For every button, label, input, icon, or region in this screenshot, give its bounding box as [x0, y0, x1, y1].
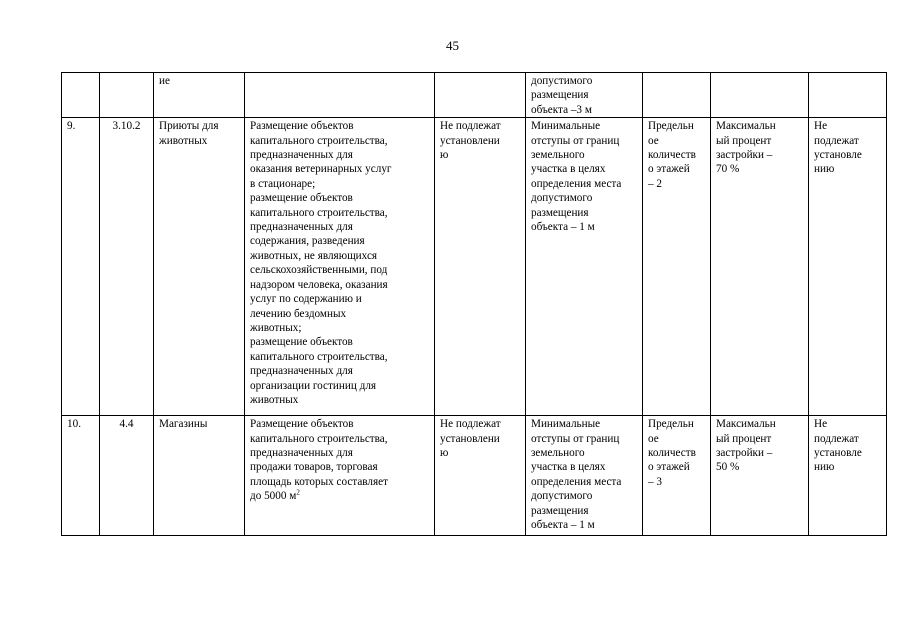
other-params-cell: Не подлежат установле нию	[809, 118, 887, 416]
height-limit-cell: Не подлежат установлени ю	[435, 416, 526, 536]
row-number-cell	[62, 73, 100, 118]
page-number: 45	[446, 38, 459, 53]
code-cell	[100, 73, 154, 118]
land-use-table	[61, 72, 887, 536]
use-name-cell: Приюты для животных	[154, 118, 245, 416]
description-cell: Размещение объектов капитального строительства, предназначенных для оказания ветеринарных услуг в стационаре; размещение объектов капитального строительства, предназначенных для содержания, разведения животных, не являющихся сельскохозяйственными, под надзором человека, оказания услуг по содержанию и лечению бездомных животных; размещение объектов капитального строительства, предназначенных для организации гостиниц для животных	[245, 118, 435, 416]
floors-cell: Предельн ое количеств о этажей – 3	[643, 416, 711, 536]
height-limit-cell	[435, 73, 526, 118]
setbacks-cell: Минимальные отступы от границ земельного участка в целях определения места допустимого размещения объекта – 1 м	[526, 118, 643, 416]
table-row	[62, 73, 887, 118]
setbacks-cell: Минимальные отступы от границ земельного участка в целях определения места допустимого размещения объекта – 1 м	[526, 416, 643, 536]
height-limit-cell: Не подлежат установлени ю	[435, 118, 526, 416]
floors-cell	[643, 73, 711, 118]
row-number-cell: 10.	[62, 416, 100, 536]
description-cell	[245, 73, 435, 118]
row-number-cell: 9.	[62, 118, 100, 416]
description-cell	[245, 416, 435, 536]
other-params-cell: Не подлежат установле нию	[809, 416, 887, 536]
other-params-cell	[809, 73, 887, 118]
table-row	[62, 118, 887, 416]
superscript: 2	[296, 488, 300, 497]
code-cell: 4.4	[100, 416, 154, 536]
coverage-cell	[711, 73, 809, 118]
setbacks-cell: допустимого размещения объекта –3 м	[526, 73, 643, 118]
use-name-cell: Магазины	[154, 416, 245, 536]
use-name-cell: ие	[154, 73, 245, 118]
floors-cell: Предельн ое количеств о этажей – 2	[643, 118, 711, 416]
table-row	[62, 416, 887, 536]
description-text: Размещение объектов капитального строительства, предназначенных для продажи товаров, торговая площадь которых составляет до 5000 м	[250, 418, 388, 503]
coverage-cell: Максимальн ый процент застройки – 70 %	[711, 118, 809, 416]
coverage-cell: Максимальн ый процент застройки – 50 %	[711, 416, 809, 536]
code-cell: 3.10.2	[100, 118, 154, 416]
